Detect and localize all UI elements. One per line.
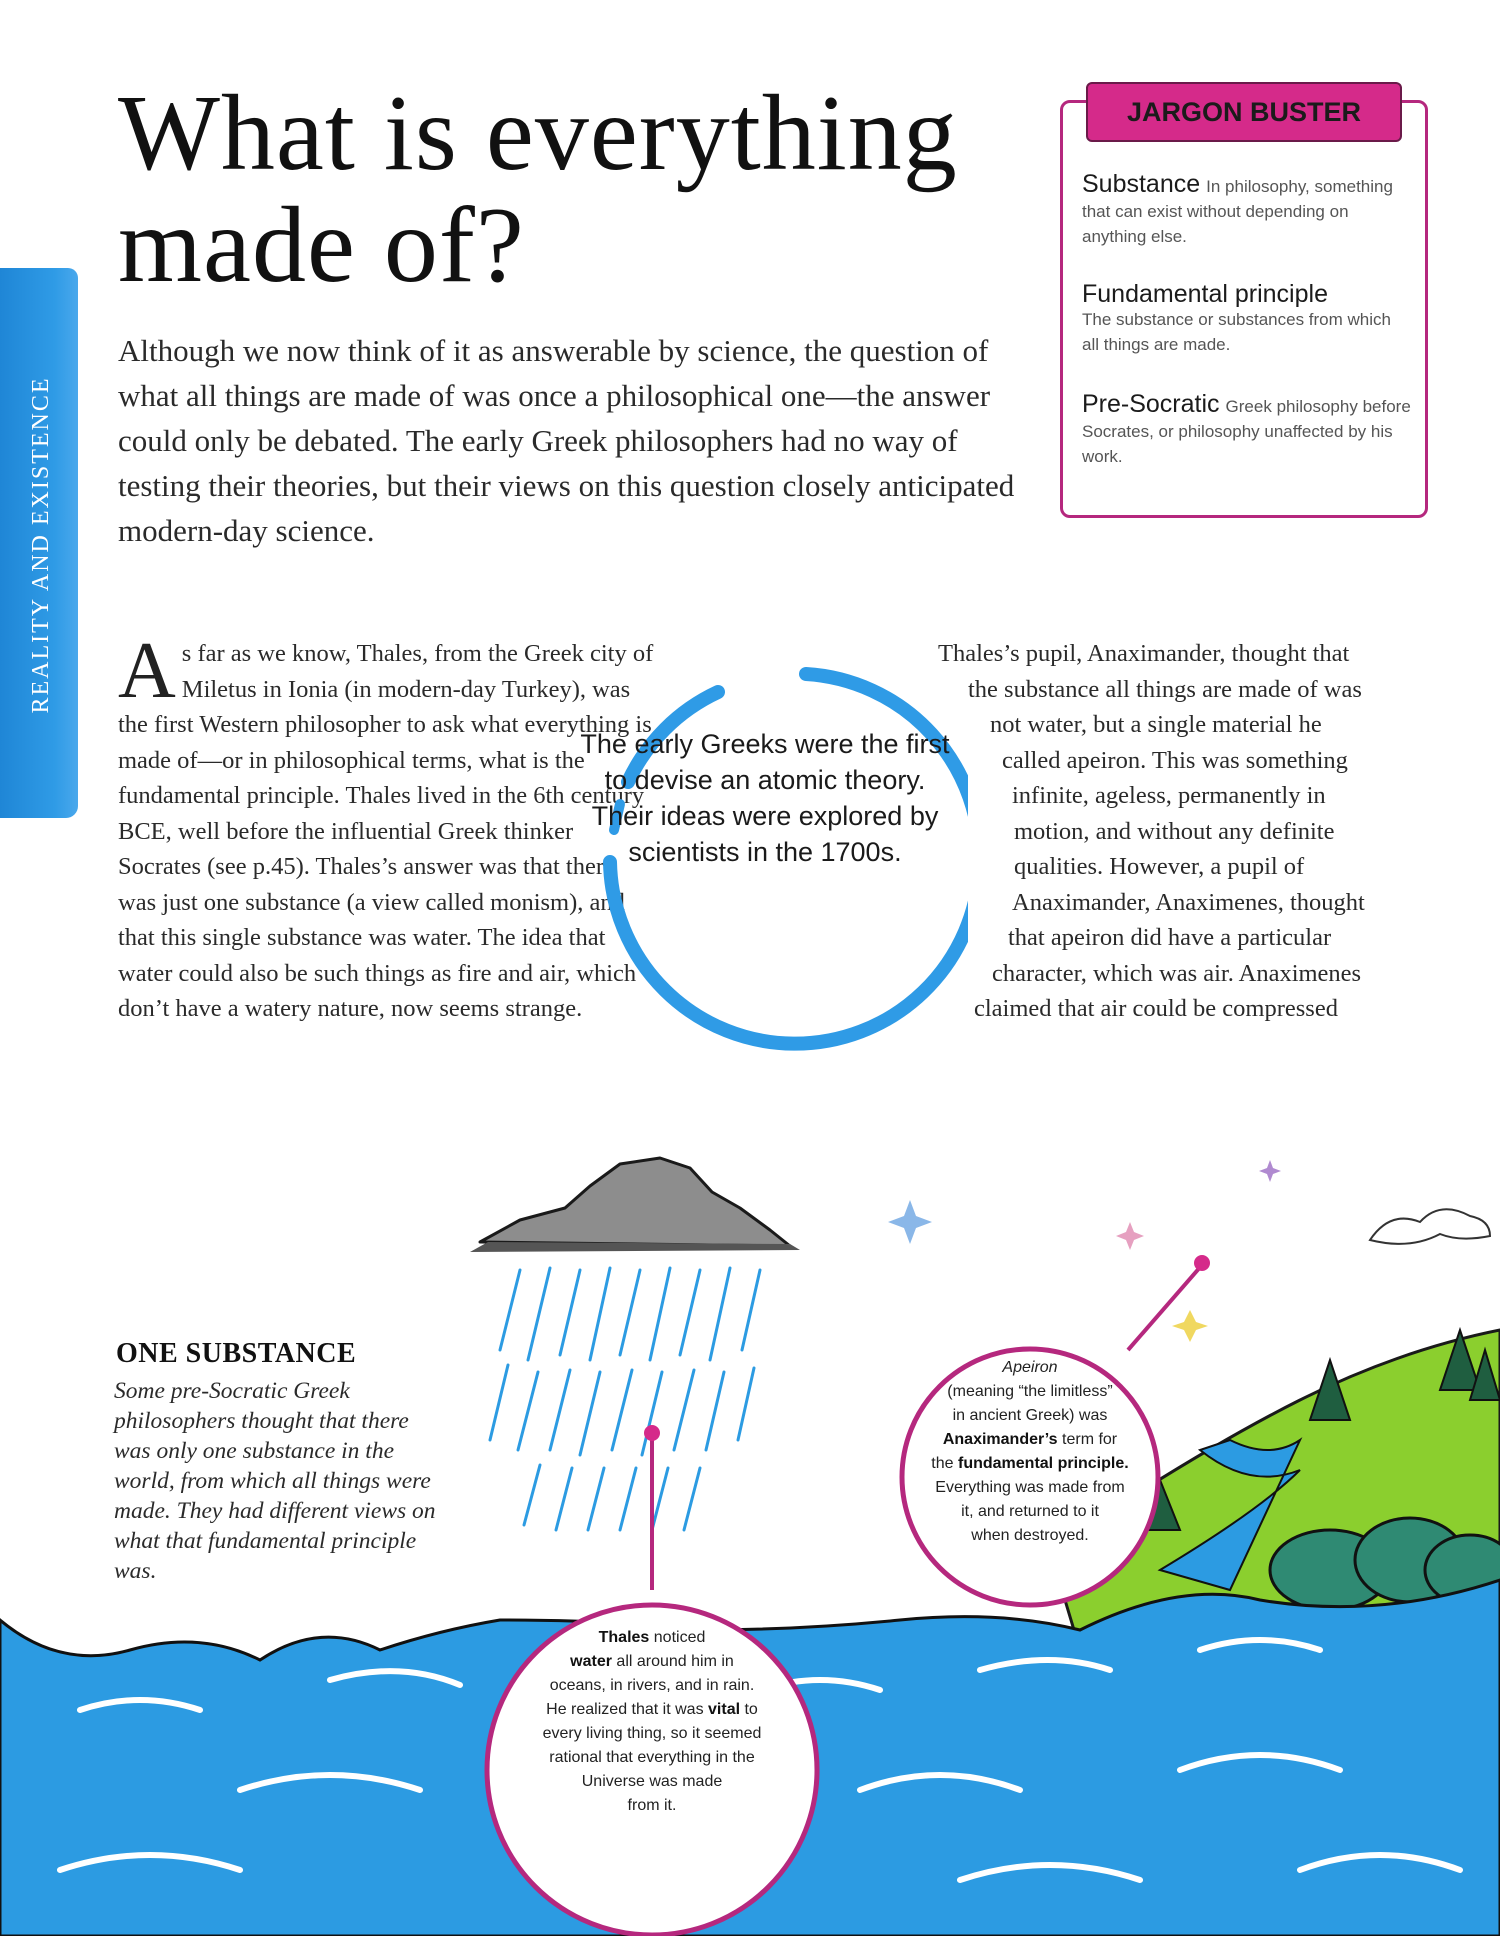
callout-line: all around him in [616,1653,734,1670]
callout-line: when destroyed. [971,1527,1089,1544]
pull-quote: The early Greeks were the first to devise an atomic theory. Their ideas were explored by scientists in the 1700s. [580,729,950,867]
callout-term: Apeiron [1002,1359,1058,1376]
callout-bold: Thales [598,1629,650,1646]
callout-line: in ancient Greek) was [952,1407,1108,1424]
page-title-line-2: made of? [118,186,525,305]
callout-bold: vital [708,1701,741,1718]
callout-line: Everything was made from [935,1479,1125,1496]
callout-line: oceans, in rivers, and in rain. [549,1677,755,1694]
jargon-entry-fundamental-principle [1082,282,1412,357]
jargon-definition: In philosophy, something that can exist without depending on anything else. [1082,177,1393,246]
body-right-line: not water, but a single material he [990,711,1322,738]
body-right-line: qualities. However, a pupil of [1014,853,1305,880]
body-left-text: s far as we know, Thales, from the Greek city of Miletus in Ionia (in modern-day Turkey), was the first Western philosopher to ask what everything is made of—or in philosophical terms, what is the fundamental principle. Thales lived in the 6th century BCE, well before the influential Greek thinker Socrates (see p.45). Thales’s answer was that there was just one substance (a view called monism), and that this single substance was water. The idea that water could also be such things as fire and air, which don’t have a watery nature, now seems strange. [118,640,654,1022]
callout-bold: fundamental principle. [958,1455,1129,1472]
body-right-line: the substance all things are made of was [968,675,1362,703]
body-right-line: motion, and without any definite [1014,817,1335,845]
body-right-line: infinite, ageless, permanently in [1012,782,1326,809]
rain-cloud-icon [470,1158,800,1252]
jargon-term: Substance [1082,170,1201,198]
caption-text: Some pre-Socratic Greek philosophers thought that there was only one substance in the world, from which all things were made. They had different views on what that fundamental principle was. [114,1378,436,1584]
jargon-definition: Greek philosophy before Socrates, or philosophy unaffected by his work. [1082,397,1411,466]
sparkle-icons [888,1160,1281,1342]
body-right-line: called apeiron. This was something [1002,746,1348,774]
pointer-dot [1194,1255,1210,1271]
callout-line: (meaning “the limitless” [947,1383,1113,1400]
body-right-line: character, which was air. Anaximenes [992,959,1362,987]
callout-line: term for [1062,1431,1118,1448]
section-label: REALITY AND EXISTENCE [28,376,54,714]
callout-bold: water [570,1653,612,1670]
callout-line: He realized that it was [546,1701,704,1718]
body-right-line: claimed that air could be compressed [974,995,1338,1022]
jargon-term: Fundamental principle [1082,280,1328,308]
callout-line: every living thing, so it seemed [542,1725,762,1742]
jargon-entry-pre-socratic [1082,392,1412,469]
callout-line: the [931,1455,954,1472]
jargon-term: Pre-Socratic [1082,390,1220,418]
body-right-line: Thales’s pupil, Anaximander, thought that [938,640,1350,667]
callout-line: it, and returned to it [961,1503,1099,1520]
body-right-line: that apeiron did have a particular [1008,924,1332,951]
callout-line: rational that everything in the [549,1749,755,1766]
jargon-definition: The substance or substances from which all things are made. [1082,310,1391,354]
page-title [118,74,1038,305]
callout-line: to [744,1701,758,1718]
intro-paragraph: Although we now think of it as answerable by science, the question of what all things are made of was once a philosophical one—the answer could only be debated. The early Greek philosophers had no way of testing their theories, but their views on this question closely anticipated modern-day science. [118,333,1015,548]
jargon-entry-substance [1082,172,1412,249]
page-title-line-1: What is everything [118,74,958,193]
drop-cap: A [118,627,176,715]
jargon-buster-title: JARGON BUSTER [1126,97,1362,127]
rain-drops [490,1268,760,1530]
callout-bold: Anaximander’s [942,1431,1058,1448]
body-right-line: Anaximander, Anaximenes, thought [1012,888,1365,916]
small-cloud-icon [1370,1209,1490,1244]
callout-line: Universe was made [581,1773,723,1790]
caption-heading: ONE SUBSTANCE [116,1338,357,1369]
body-right-column [930,636,1450,1027]
callout-apeiron [910,1356,1150,1548]
callout-thales [522,1626,782,1818]
pointer-dot [644,1425,660,1441]
callout-line: noticed [653,1629,706,1646]
callout-line: from it. [627,1797,677,1814]
